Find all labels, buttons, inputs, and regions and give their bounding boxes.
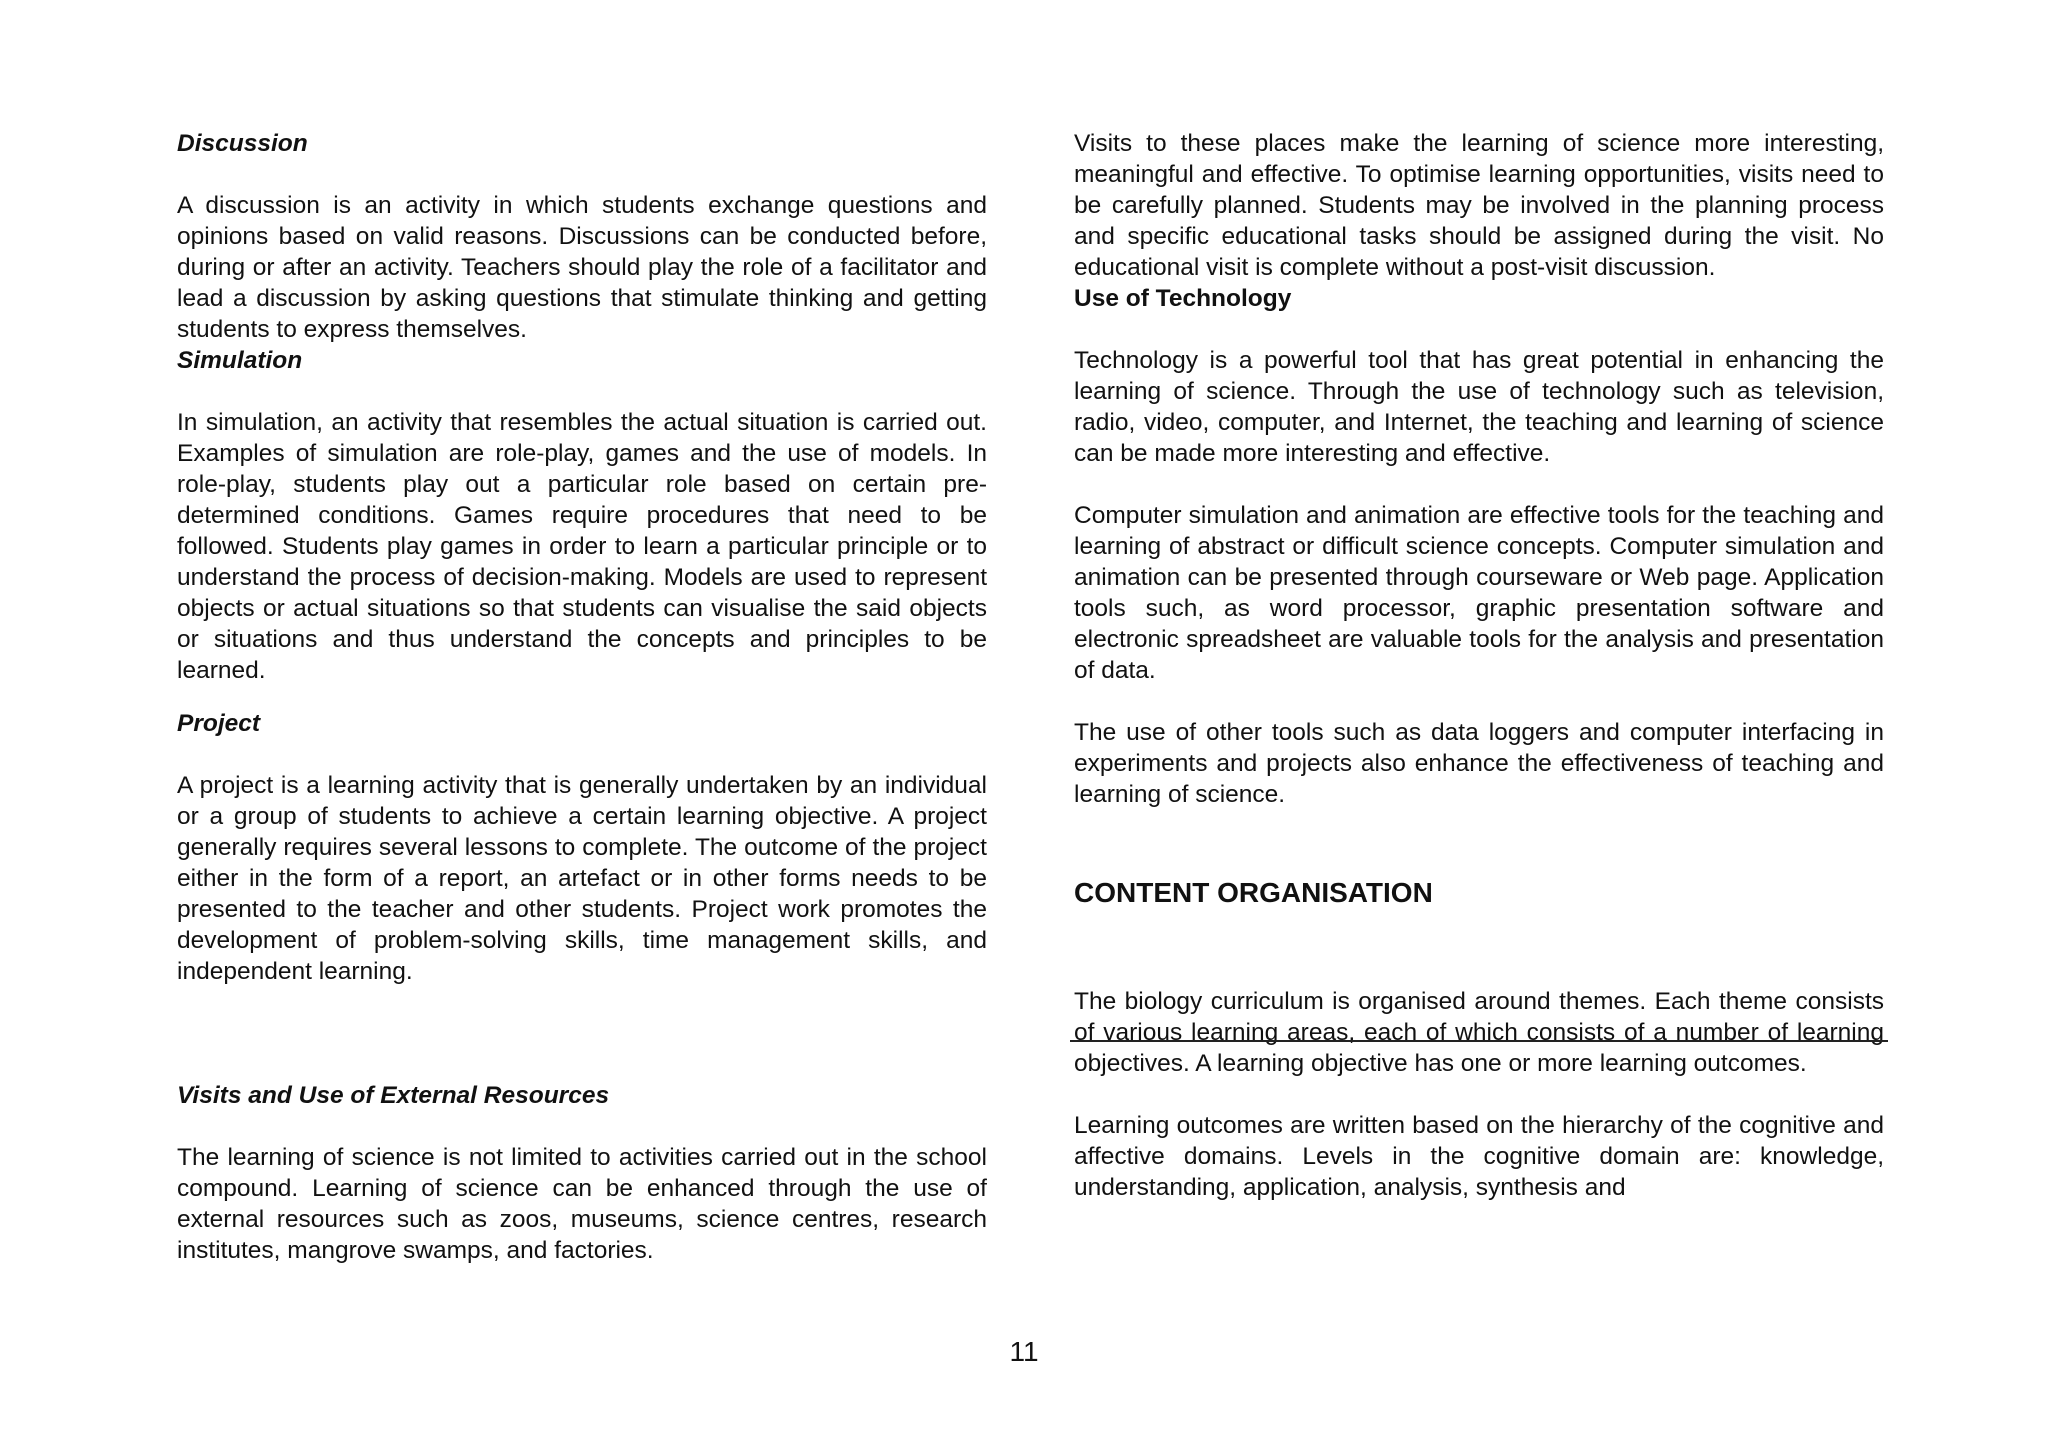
content-paragraph-2: Learning outcomes are written based on the hierarchy of the cognitive and affective domains. Levels in the cognitive domain are: knowledge, understanding, application, analysis, synthesis and [1074,1112,1884,1201]
content-paragraph-1: The biology curriculum is organised around themes. Each theme consists of various learning areas, each of which consists of a number of learning objectives. A learning objective has one or more learning outcomes. [1074,988,1884,1077]
visits-paragraph: The learning of science is not limited to activities carried out in the school compound. Learning of science can be enhanced through the use of external resources such as zoos, museums, science centres, research institutes, mangrove swamps, and factories. [177,1144,987,1264]
section-divider [1070,1040,1888,1042]
project-heading: Project [177,710,261,737]
left-column [177,128,987,1266]
technology-paragraph-3: The use of other tools such as data loggers and computer interfacing in experiments and projects also enhance the effectiveness of teaching and learning of science. [1074,719,1884,808]
discussion-paragraph: A discussion is an activity in which students exchange questions and opinions based on valid reasons. Discussions can be conducted before, during or after an activity. Teachers should play the role of a facilitator and lead a discussion by asking questions that stimulate thinking and getting students to express themselves. [177,192,987,343]
project-paragraph: A project is a learning activity that is generally undertaken by an individual or a group of students to achieve a certain learning objective. A project generally requires several lessons to complete. The outcome of the project either in the form of a report, an artefact or in other forms needs to be presented to the teacher and other students. Project work promotes the development of problem-solving skills, time management skills, and independent learning. [177,772,987,985]
technology-paragraph-2: Computer simulation and animation are effective tools for the teaching and learning of abstract or difficult science concepts. Computer simulation and animation can be presented through courseware or Web page. Application tools such, as word processor, graphic presentation software and electronic spreadsheet are valuable tools for the analysis and presentation of data. [1074,502,1884,684]
simulation-paragraph: In simulation, an activity that resembles the actual situation is carried out. Examples of simulation are role-play, games and the use of models. In role-play, students play out a particular role based on certain pre-determined conditions. Games require procedures that need to be followed. Students play games in order to learn a particular principle or to understand the process of decision-making. Models are used to represent objects or actual situations so that students can visualise the said objects or situations and thus understand the concepts and principles to be learned. [177,409,987,684]
simulation-heading: Simulation [177,347,303,374]
content-organisation-heading: CONTENT ORGANISATION [1074,877,1433,908]
discussion-heading: Discussion [177,130,308,157]
technology-paragraph-1: Technology is a powerful tool that has great potential in enhancing the learning of science. Through the use of technology such as television, radio, video, computer, and Internet, the teaching and learning of science can be made more interesting and effective. [1074,347,1884,467]
page-number: 11 [1009,1336,1039,1367]
visits-heading: Visits and Use of External Resources [177,1082,610,1109]
technology-heading: Use of Technology [1074,285,1292,312]
visits-continued-paragraph: Visits to these places make the learning of science more interesting, meaningful and effective. To optimise learning opportunities, visits need to be carefully planned. Students may be involved in the planning process and specific educational tasks should be assigned during the visit. No educational visit is complete without a post-visit discussion. [1074,130,1884,281]
